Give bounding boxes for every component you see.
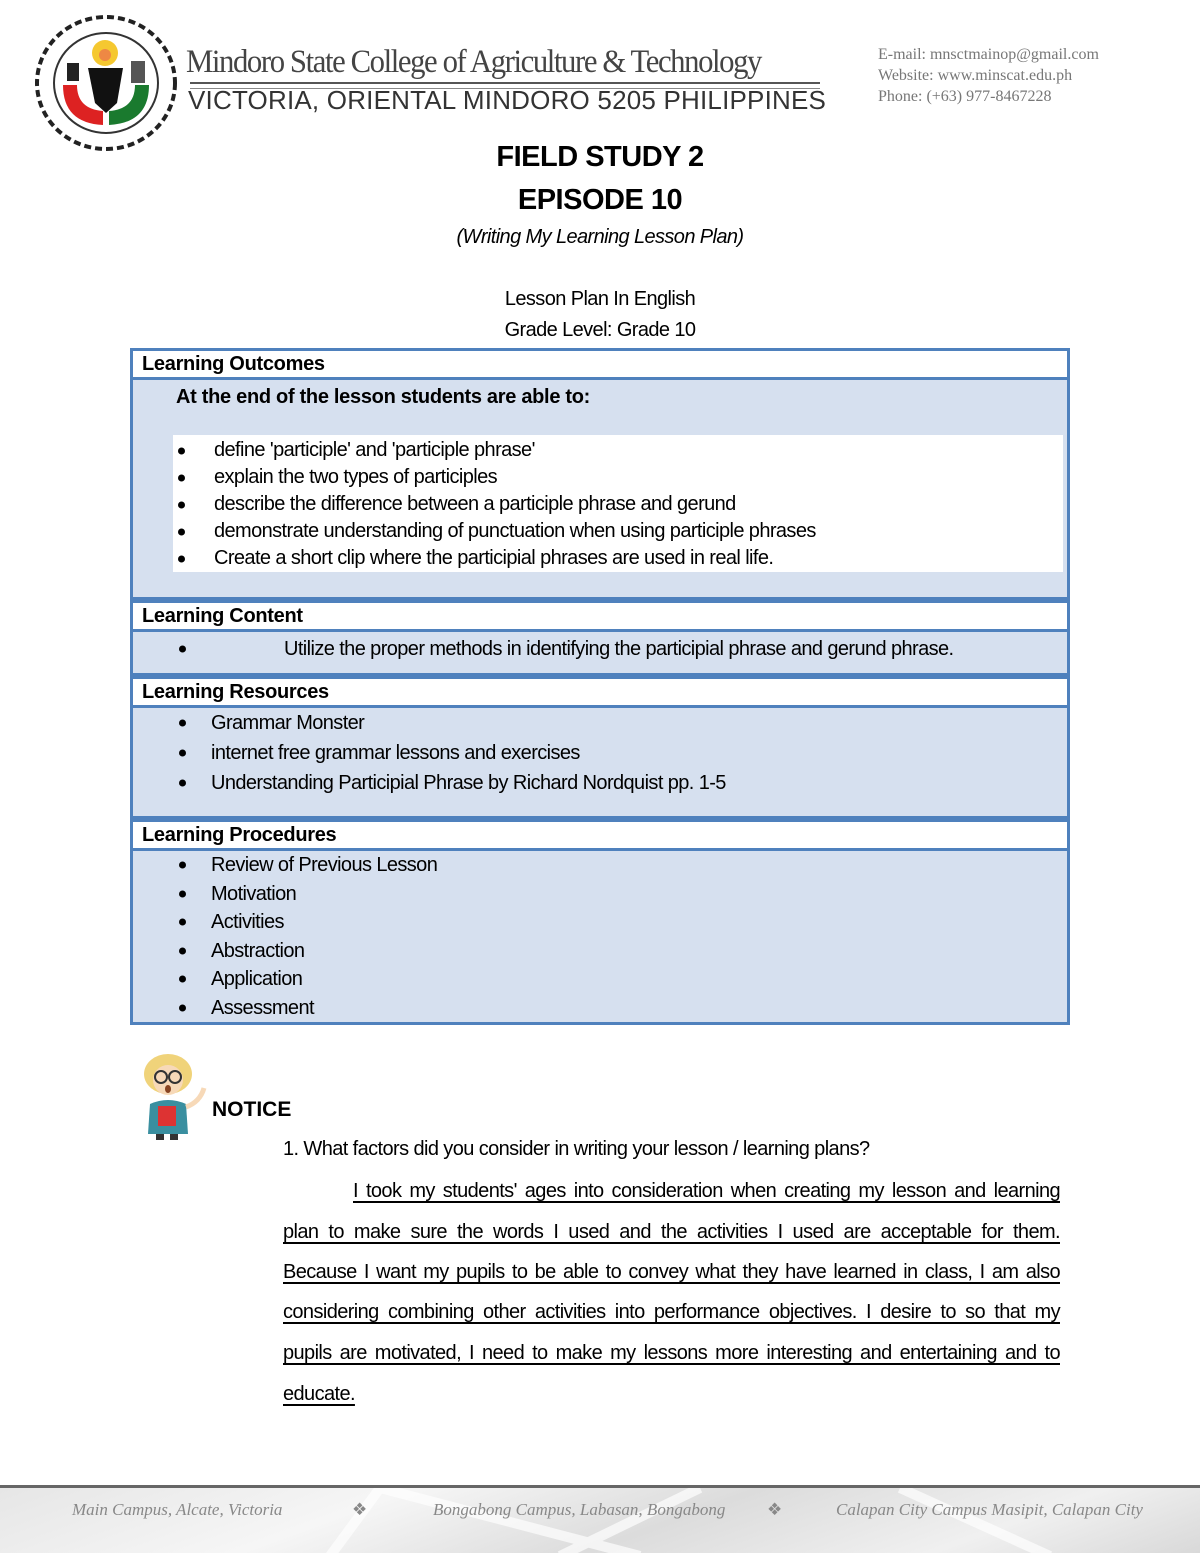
content-body xyxy=(130,632,1070,676)
content-item: Utilize the proper methods in identifying the participial phrase and gerund phrase. xyxy=(133,635,1067,663)
lesson-plan-table xyxy=(130,348,1070,1025)
answer-line: Because I want my pupils to be able to convey what they have learned in class, I am also xyxy=(283,1261,1060,1283)
outcome-item: define 'participle' and 'participle phrase' xyxy=(173,437,1063,464)
footer-campus-main: Main Campus, Alcate, Victoria xyxy=(72,1500,283,1519)
outcome-item: demonstrate understanding of punctuation when using participle phrases xyxy=(173,518,1063,545)
answer-line: I took my students' ages into consideration when creating my lesson and learning xyxy=(353,1180,1060,1202)
teacher-character-illustration xyxy=(138,1052,212,1142)
notice-question: 1. What factors did you consider in writing your lesson / learning plans? xyxy=(283,1138,870,1160)
content-heading: Learning Content xyxy=(130,600,1070,632)
outcomes-list-box xyxy=(173,435,1063,572)
procedure-item: Assessment xyxy=(133,994,1067,1023)
contact-email: E-mail: mnsctmainop@gmail.com xyxy=(878,46,1099,63)
procedure-item: Abstraction xyxy=(133,937,1067,966)
document-subtitle: (Writing My Learning Lesson Plan) xyxy=(456,226,744,248)
answer-line: considering combining other activities into performance objectives. I desire to so that my xyxy=(283,1301,1060,1323)
footer-separator-icon: ❖ xyxy=(767,1500,783,1519)
college-seal-logo xyxy=(33,13,179,153)
contact-website: Website: www.minscat.edu.ph xyxy=(878,67,1073,84)
resource-item: Grammar Monster xyxy=(133,708,1067,738)
footer-campus-calapan: Calapan City Campus Masipit, Calapan City xyxy=(836,1500,1143,1519)
procedure-item: Review of Previous Lesson xyxy=(133,851,1067,880)
resource-item: internet free grammar lessons and exercises xyxy=(133,738,1067,768)
document-title: FIELD STUDY 2 xyxy=(496,141,704,173)
grade-level: Grade Level: Grade 10 xyxy=(504,319,696,341)
footer-campus-bongabong: Bongabong Campus, Labasan, Bongabong xyxy=(433,1500,726,1519)
notice-label: NOTICE xyxy=(212,1098,292,1121)
footer-separator-icon: ❖ xyxy=(352,1500,368,1519)
college-name: Mindoro State College of Agriculture & Technology xyxy=(186,44,762,80)
footer xyxy=(0,1485,1200,1553)
procedure-item: Motivation xyxy=(133,880,1067,909)
outcome-item: explain the two types of participles xyxy=(173,464,1063,491)
resource-item: Understanding Participial Phrase by Richard Nordquist pp. 1-5 xyxy=(133,768,1067,798)
procedure-item: Application xyxy=(133,965,1067,994)
outcomes-intro: At the end of the lesson students are able to: xyxy=(176,386,591,408)
college-address: VICTORIA, ORIENTAL MINDORO 5205 PHILIPPINES xyxy=(188,85,827,115)
outcome-item: Create a short clip where the participial phrases are used in real life. xyxy=(173,545,1063,572)
outcomes-heading: Learning Outcomes xyxy=(130,348,1070,380)
lesson-plan-subject: Lesson Plan In English xyxy=(504,288,696,310)
outcomes-body xyxy=(130,380,1070,600)
footer-background-pattern xyxy=(0,1488,1200,1553)
outcome-item: describe the difference between a participle phrase and gerund xyxy=(173,491,1063,518)
procedures-body xyxy=(130,851,1070,1025)
answer-line: educate. xyxy=(283,1383,355,1405)
answer-line: plan to make sure the words I used and the activities I used are acceptable for them. xyxy=(283,1221,1060,1243)
procedure-item: Activities xyxy=(133,908,1067,937)
contact-phone: Phone: (+63) 977-8467228 xyxy=(878,88,1052,105)
episode-title: EPISODE 10 xyxy=(517,184,683,216)
resources-heading: Learning Resources xyxy=(130,676,1070,708)
resources-body xyxy=(130,708,1070,819)
procedures-heading: Learning Procedures xyxy=(130,819,1070,851)
answer-line: pupils are motivated, I need to make my lessons more interesting and entertaining and to xyxy=(283,1342,1060,1364)
